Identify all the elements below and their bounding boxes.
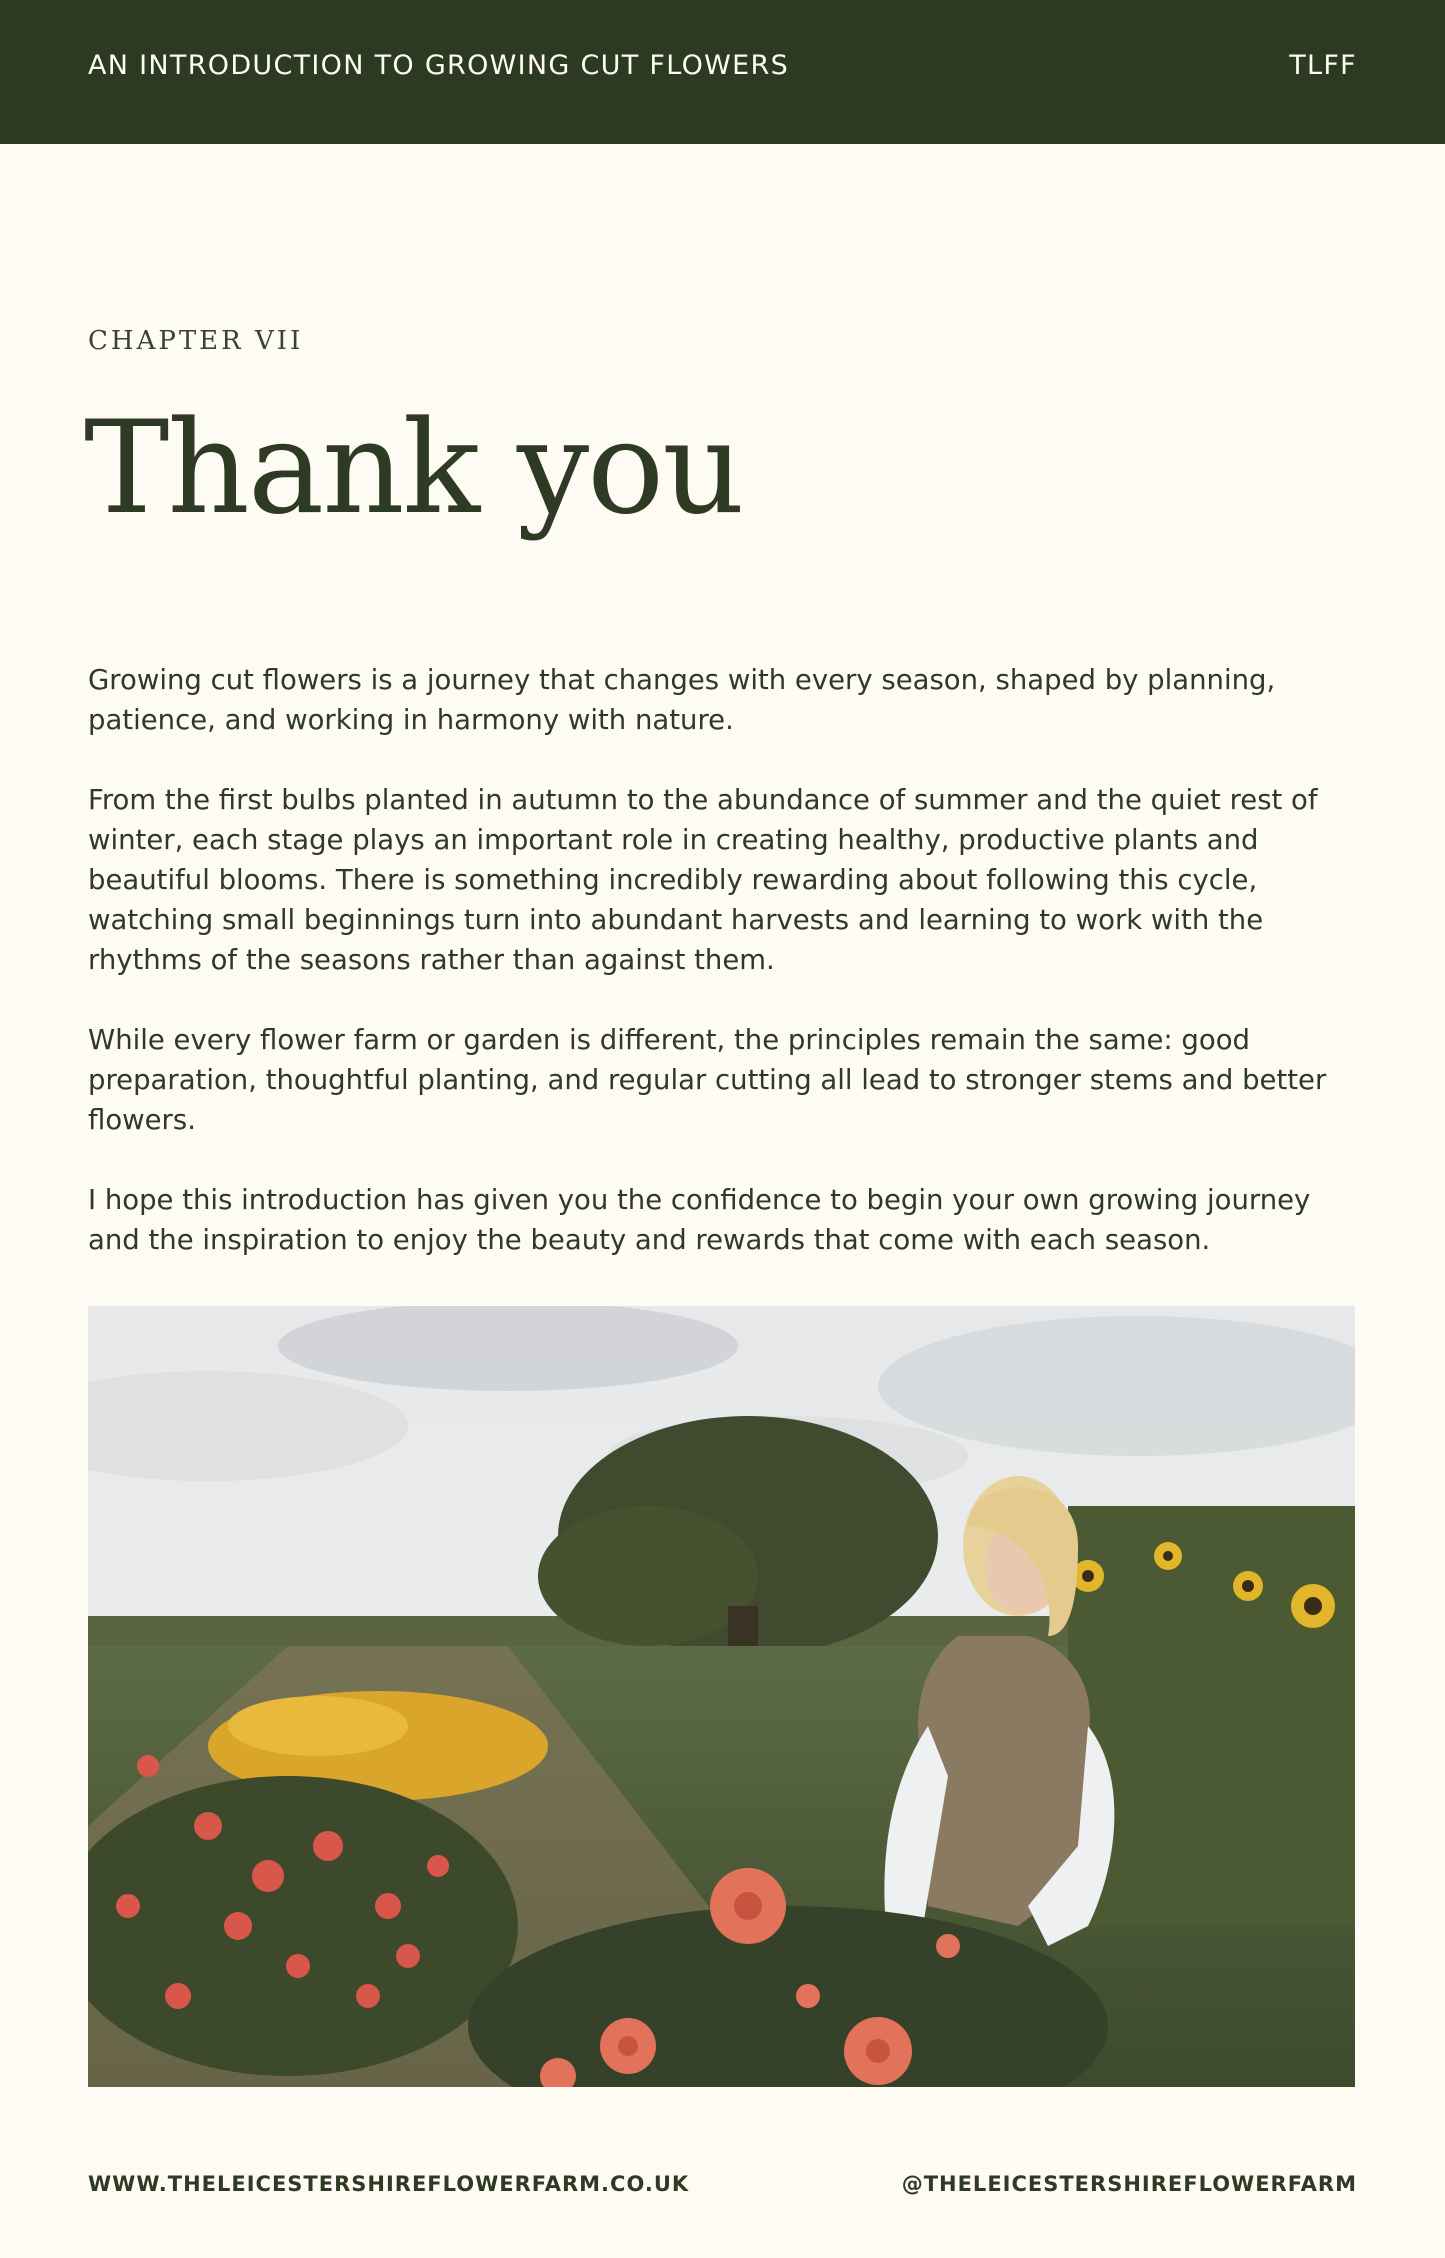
body-text <box>88 660 1368 1300</box>
footer-social-handle[interactable]: @THELEICESTERSHIREFLOWERFARM <box>901 2172 1357 2196</box>
page-header <box>0 0 1445 144</box>
page-title: Thank you <box>84 394 743 543</box>
paragraph: Growing cut flowers is a journey that changes with every season, shaped by planning, patience, and working in harmony with nature. <box>88 664 1276 736</box>
paragraph: I hope this introduction has given you the confidence to begin your own growing journey and the inspiration to enjoy the beauty and rewards that come with each season. <box>88 1184 1311 1256</box>
chapter-label: CHAPTER VII <box>88 326 304 356</box>
footer-website[interactable]: WWW.THELEICESTERSHIREFLOWERFARM.CO.UK <box>88 2172 690 2196</box>
paragraph: From the first bulbs planted in autumn to the abundance of summer and the quiet rest of winter, each stage plays an important role in creating healthy, productive plants and beautiful blooms. There is something incredibly rewarding about following this cycle, watching small beginnings turn into abundant harvests and learning to work with the rhythms of the seasons rather than against them. <box>88 784 1318 976</box>
header-brand: TLFF <box>1289 50 1357 81</box>
header-title: AN INTRODUCTION TO GROWING CUT FLOWERS <box>88 50 790 81</box>
flower-field-photo <box>88 1306 1355 2087</box>
paragraph: While every flower farm or garden is different, the principles remain the same: good preparation, thoughtful planting, and regular cutting all lead to stronger stems and better flowers. <box>88 1024 1327 1136</box>
